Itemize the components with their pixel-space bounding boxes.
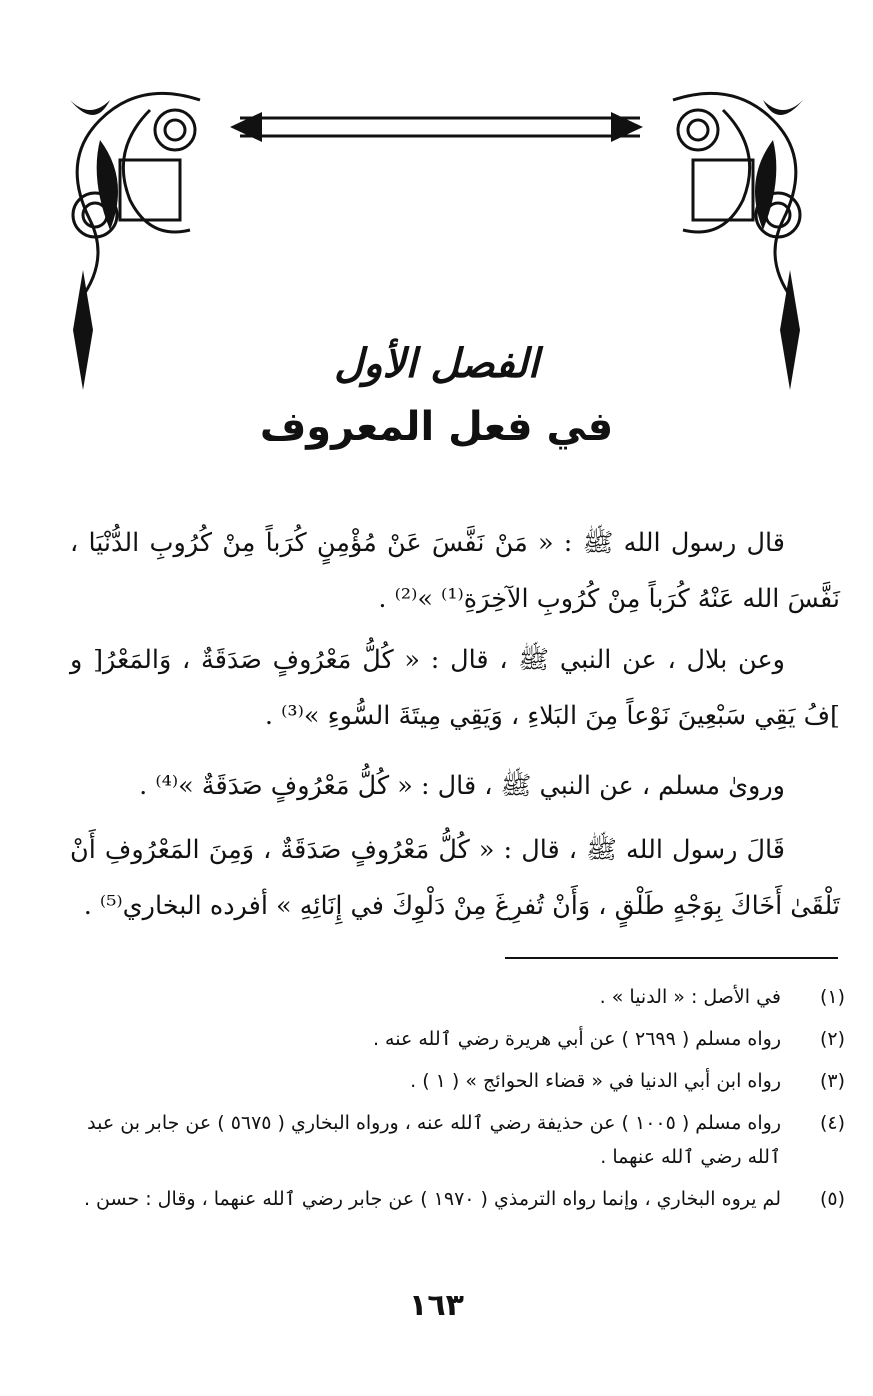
paragraph-4 (70, 822, 840, 934)
chapter-title: في فعل المعروف (259, 404, 614, 450)
footnote-5 (75, 1182, 845, 1216)
paragraph-2 (70, 632, 840, 744)
paragraph-1 (70, 515, 840, 627)
footnote-3 (75, 1064, 845, 1098)
footnote-4 (75, 1106, 845, 1174)
footnote-number: (٢) (819, 1028, 845, 1050)
footnote-text: رواه مسلم ( ١٠٠٥ ) عن حذيفة رضي ٱلله عنه ، ورواه البخاري ( ٥٦٧٥ ) عن جابر بن عبد ٱلله رضي ٱلله عنهما . (87, 1112, 781, 1168)
chapter-label: الفصل الأول (334, 340, 539, 387)
footnote-text: رواه مسلم ( ٢٦٩٩ ) عن أبي هريرة رضي ٱلله عنه . (372, 1028, 781, 1050)
footnote-number: (١) (819, 986, 845, 1008)
page-number: ١٦٣ (409, 1288, 464, 1323)
footnote-2 (75, 1022, 845, 1056)
paragraph-text: وعن بلال ، عن النبي ﷺ ، قال : « كُلُّ مَعْرُوفٍ صَدَقَةٌ ، وَالمَعْرُ[ و ]فُ يَقِي سَبْعِينَ نَوْعاً مِنَ البَلاءِ ، وَيَقِي مِيتَةَ السُّوءِ »⁽³⁾ . (70, 645, 840, 731)
footnote-text: لم يروه البخاري ، وإنما رواه الترمذي ( ١٩٧٠ ) عن جابر رضي ٱلله عنهما ، وقال : حسن . (83, 1188, 781, 1210)
paragraph-3 (70, 758, 840, 814)
footnote-number: (٣) (819, 1070, 845, 1092)
footnote-separator (505, 957, 838, 959)
footnote-text: في الأصل : « الدنيا » . (599, 986, 781, 1008)
paragraph-text: قَالَ رسول الله ﷺ ، قال : « كُلُّ مَعْرُوفٍ صَدَقَةٌ ، وَمِنَ المَعْرُوفِ أَنْ تَلْقَىٰ أَخَاكَ بِوَجْهٍ طَلْقٍ ، وَأَنْ تُفرِغَ مِنْ دَلْوِكَ في إِنَائِهِ » أفرده البخاري⁽⁵⁾ . (70, 835, 840, 921)
footnote-number: (٥) (819, 1188, 845, 1210)
footnote-1 (75, 980, 845, 1014)
footnote-text: رواه ابن أبي الدنيا في « قضاء الحوائج » ( ١ ) . (410, 1070, 781, 1092)
paragraph-text: قال رسول الله ﷺ : « مَنْ نَفَّسَ عَنْ مُؤْمِنٍ كُرَباً مِنْ كُرُوبِ الدُّنْيَا ، نَفَّسَ الله عَنْهُ كُرَباً مِنْ كُرُوبِ الآخِرَةِ⁽¹⁾ »⁽²⁾ . (70, 528, 840, 614)
paragraph-text: وروىٰ مسلم ، عن النبي ﷺ ، قال : « كُلُّ مَعْرُوفٍ صَدَقَةٌ »⁽⁴⁾ . (139, 771, 785, 801)
footnote-number: (٤) (819, 1112, 845, 1134)
footnotes (75, 980, 845, 1224)
